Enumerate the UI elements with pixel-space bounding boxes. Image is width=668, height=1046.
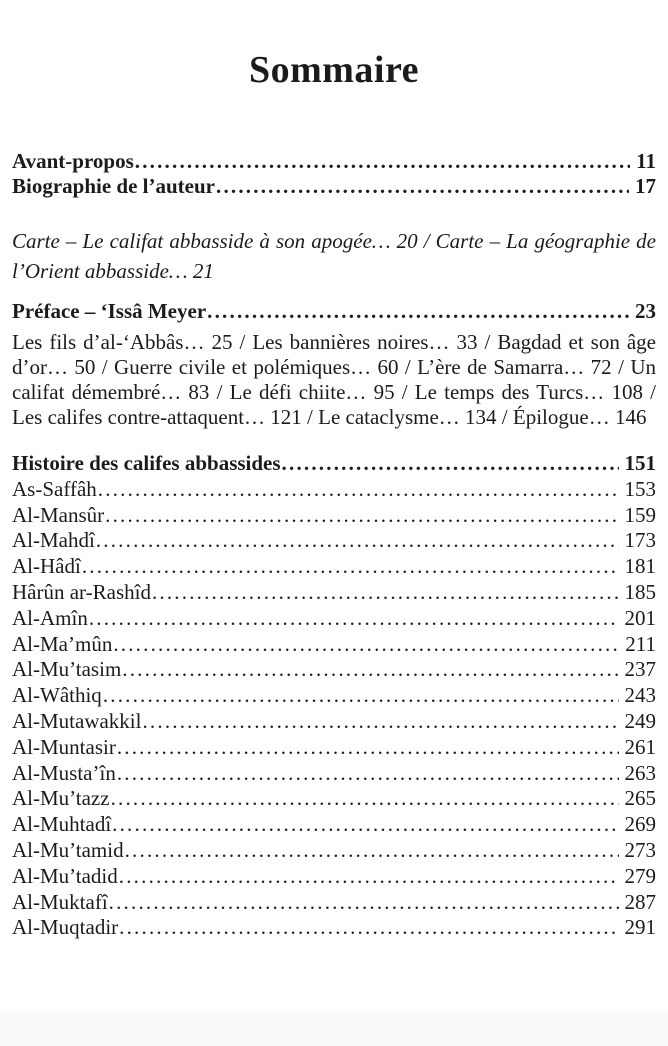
caliph-entry <box>12 864 656 890</box>
toc-entry-label: Hârûn ar-Rashîd <box>12 579 151 604</box>
toc-entry-label: Biographie de l’auteur <box>12 174 215 198</box>
toc-leader-dots <box>125 838 619 864</box>
toc-page-number: 201 <box>624 605 656 630</box>
toc-entry-label: Al-Ma’mûn <box>12 631 113 656</box>
caliph-entry <box>12 683 656 709</box>
toc-leader-dots <box>207 299 629 324</box>
toc-entry-label: Al-Muktafî <box>12 889 108 914</box>
caliph-list <box>12 477 656 941</box>
caliph-entry <box>12 477 656 503</box>
toc-leader-dots <box>113 632 619 658</box>
toc-entry-label: Al-Mansûr <box>12 502 105 527</box>
toc-leader-dots <box>135 149 630 174</box>
toc-page-number: 151 <box>624 451 656 475</box>
toc-page-number: 11 <box>636 149 656 173</box>
toc-entry-label: Préface – ‘Issâ Meyer <box>12 299 207 323</box>
toc-entry-label: Al-Muqtadir <box>12 915 119 940</box>
toc-page-number: 173 <box>624 528 656 553</box>
history-entry <box>12 451 656 477</box>
toc-leader-dots <box>105 503 618 529</box>
maps-note: Carte – Le califat abbasside à son apogée… 20 / Carte – La géographie de l’Orient abbasside… 21 <box>12 229 656 283</box>
page-title: Sommaire <box>248 49 420 91</box>
toc-leader-dots <box>216 174 629 199</box>
caliph-entry <box>12 503 656 529</box>
caliph-entry <box>12 657 656 683</box>
toc-leader-dots <box>111 786 619 812</box>
toc-page-number: 17 <box>635 174 656 198</box>
caliph-entry <box>12 606 656 632</box>
front-matter-list <box>12 149 656 199</box>
toc-entry-label: Al-Mu’tadid <box>12 863 118 888</box>
toc-page-number: 269 <box>624 812 656 837</box>
toc-entry-label: As-Saffâh <box>12 476 97 501</box>
toc-leader-dots <box>119 864 619 890</box>
caliph-entry <box>12 735 656 761</box>
toc-page-number: 153 <box>624 476 656 501</box>
toc-page-number: 243 <box>624 683 656 708</box>
toc-entry-label: Al-Mu’tamid <box>12 837 124 862</box>
toc-page-number: 263 <box>624 760 656 785</box>
caliph-entry <box>12 761 656 787</box>
toc-page-number: 265 <box>624 786 656 811</box>
toc-page-number: 237 <box>624 657 656 682</box>
toc-page-number: 249 <box>624 708 656 733</box>
toc-entry-label: Al-Mu’tasim <box>12 657 122 682</box>
toc-entry-label: Avant-propos <box>12 149 134 173</box>
toc-entry-label: Al-Hâdî <box>12 554 81 579</box>
toc-page-number: 273 <box>624 837 656 862</box>
toc-entry <box>12 174 656 199</box>
toc-leader-dots <box>117 735 619 761</box>
toc-entry-label: Al-Muntasir <box>12 734 116 759</box>
toc-leader-dots <box>152 580 619 606</box>
toc-entry-label: Al-Wâthiq <box>12 683 102 708</box>
caliph-entry <box>12 580 656 606</box>
toc-leader-dots <box>119 915 618 941</box>
toc-leader-dots <box>103 683 619 709</box>
toc-entry-label: Al-Muhtadî <box>12 812 112 837</box>
toc-entry-label: Al-Mahdî <box>12 528 95 553</box>
toc-leader-dots <box>82 554 619 580</box>
toc-page-number: 159 <box>624 502 656 527</box>
toc-leader-dots <box>96 528 619 554</box>
caliph-entry <box>12 890 656 916</box>
caliph-entry <box>12 812 656 838</box>
toc-page-number: 261 <box>624 734 656 759</box>
toc-entry-label: Al-Musta’în <box>12 760 116 785</box>
toc-entry-label: Al-Amîn <box>12 605 88 630</box>
toc-page <box>0 46 668 941</box>
toc-leader-dots <box>89 606 619 632</box>
toc-leader-dots <box>112 812 618 838</box>
toc-page-number: 287 <box>624 889 656 914</box>
toc-page-number: 23 <box>635 299 656 323</box>
caliph-entry <box>12 709 656 735</box>
preface-sections: Les fils d’al-‘Abbâs… 25 / Les bannières noires… 33 / Bagdad et son âge d’or… 50 / Guerre civile et polémiques… 60 / L’ère de Samarra… 72 / Un califat démembré… 83 / Le défi chiite… 95 / Le temps des Turcs… 108 / Les califes contre-attaquent… 121 / Le cataclysme… 134 / Épilogue… 146 <box>12 330 656 429</box>
caliph-entry <box>12 786 656 812</box>
toc-leader-dots <box>282 451 619 477</box>
toc-leader-dots <box>98 477 619 503</box>
toc-leader-dots <box>109 890 619 916</box>
preface-entry <box>12 299 656 324</box>
history-section <box>12 451 656 941</box>
caliph-entry <box>12 528 656 554</box>
caliph-entry <box>12 554 656 580</box>
toc-leader-dots <box>142 709 618 735</box>
toc-page-number: 185 <box>624 579 656 604</box>
toc-leader-dots <box>122 657 618 683</box>
toc-entry-label: Al-Mu’tazz <box>12 786 110 811</box>
toc-entry-label: Histoire des califes abbassides <box>12 451 281 475</box>
toc-page-number: 279 <box>624 863 656 888</box>
caliph-entry <box>12 838 656 864</box>
toc-page-number: 291 <box>624 915 656 940</box>
toc-entry-label: Al-Mutawakkil <box>12 708 142 733</box>
toc-page-number: 181 <box>624 554 656 579</box>
page-bottom-band <box>0 1011 668 1046</box>
caliph-entry <box>12 915 656 941</box>
toc-page-number: 211 <box>625 631 656 656</box>
toc-leader-dots <box>117 761 619 787</box>
toc-entry <box>12 149 656 174</box>
caliph-entry <box>12 632 656 658</box>
